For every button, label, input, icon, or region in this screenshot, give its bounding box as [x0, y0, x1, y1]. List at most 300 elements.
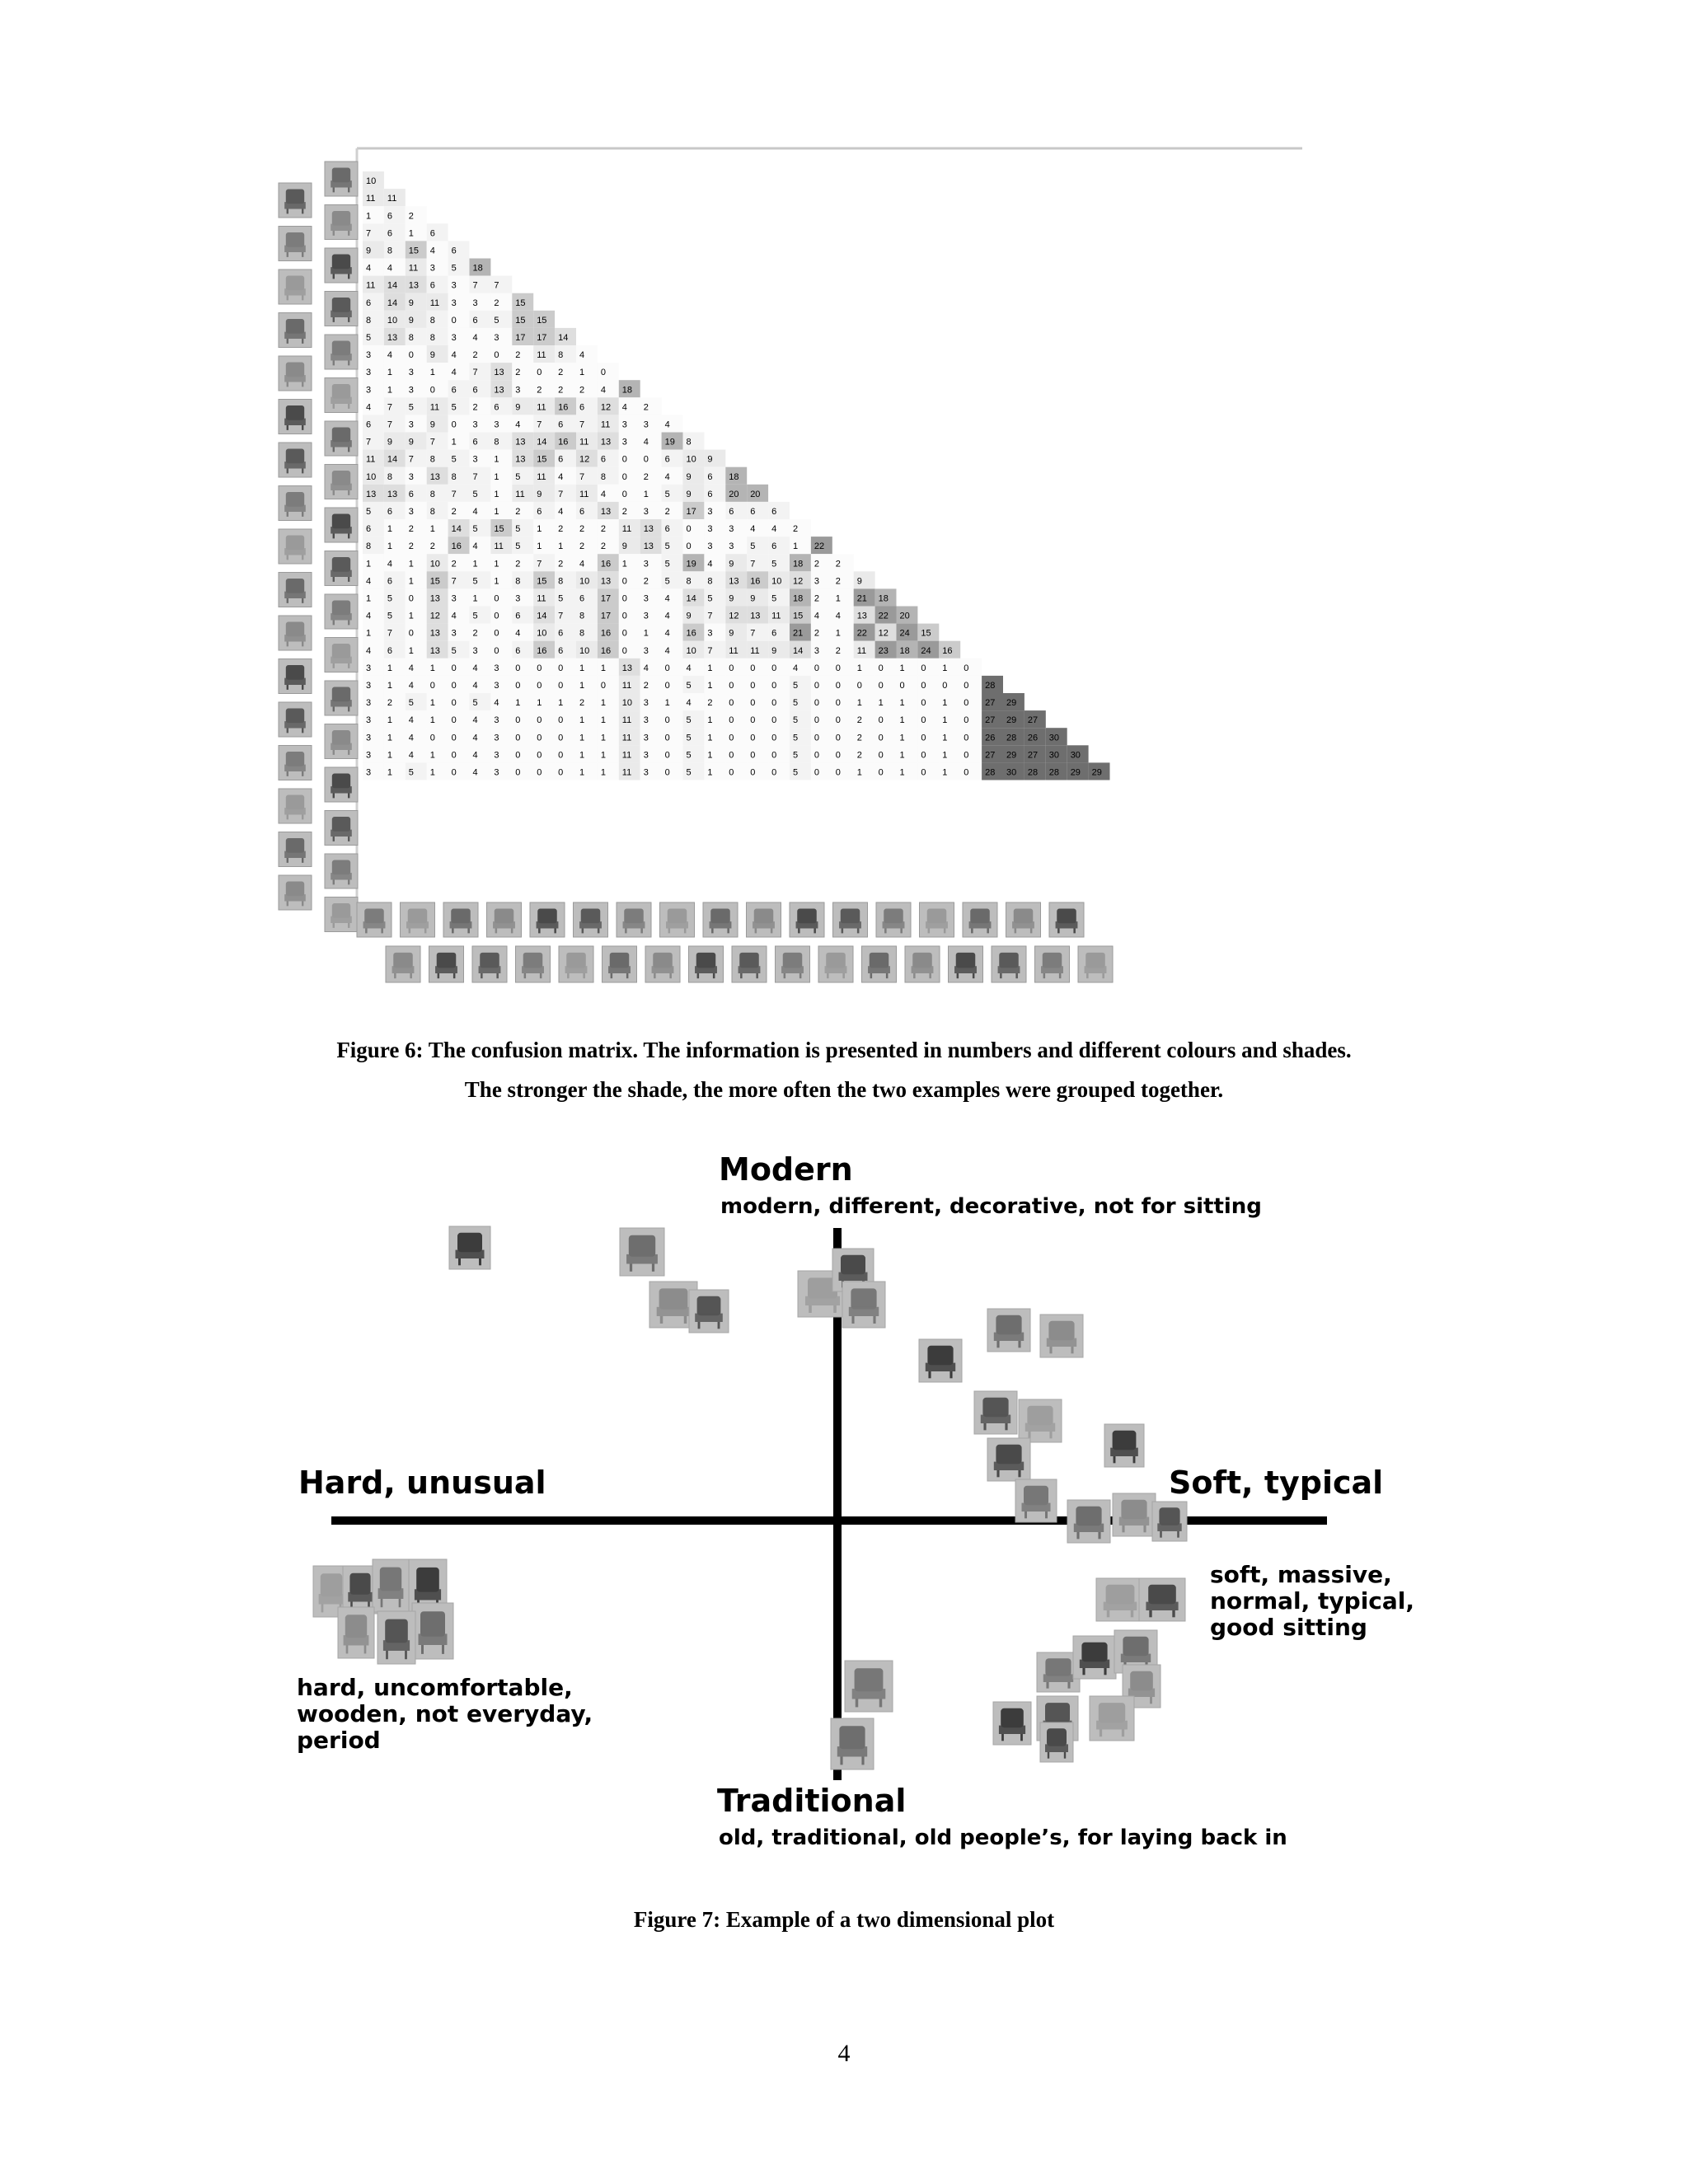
- matrix-cell-value: 5: [686, 715, 692, 726]
- matrix-cell-value: 8: [387, 471, 393, 482]
- matrix-cell-value: 13: [494, 385, 504, 396]
- matrix-cell-value: 0: [558, 767, 564, 778]
- matrix-cell-value: 9: [729, 593, 734, 604]
- matrix-cell-value: 0: [515, 750, 521, 761]
- matrix-cell-value: 0: [515, 733, 521, 743]
- matrix-cell-value: 1: [899, 715, 905, 726]
- chair-thumbnail: [732, 946, 767, 982]
- chair-thumbnail: [1096, 1578, 1144, 1621]
- chair-thumbnail: [279, 529, 312, 564]
- matrix-cell-value: 3: [494, 767, 499, 778]
- matrix-cell-value: 1: [429, 767, 435, 778]
- matrix-cell-value: 13: [729, 576, 739, 587]
- matrix-cell-value: 18: [793, 593, 804, 604]
- chair-thumbnail: [279, 269, 312, 304]
- matrix-cell-value: 0: [964, 698, 969, 709]
- matrix-cell-value: 2: [472, 628, 478, 639]
- matrix-cell-value: 0: [835, 733, 841, 743]
- matrix-cell-value: 6: [472, 437, 478, 448]
- matrix-cell-value: 13: [750, 611, 761, 621]
- matrix-cell-value: 30: [1048, 750, 1060, 761]
- matrix-cell-value: 4: [429, 246, 435, 256]
- matrix-cell-value: 13: [387, 333, 398, 343]
- matrix-cell-value: 16: [942, 645, 953, 656]
- matrix-cell-value: 6: [515, 611, 521, 621]
- matrix-cell-value: 0: [558, 681, 564, 691]
- matrix-cell-value: 0: [515, 767, 521, 778]
- matrix-cell-value: 6: [429, 228, 435, 239]
- matrix-cell-value: 18: [472, 263, 483, 274]
- matrix-cell-value: 4: [451, 350, 457, 361]
- matrix-cell-value: 7: [408, 454, 414, 465]
- matrix-cell-value: 12: [793, 576, 804, 587]
- matrix-cell-value: 0: [537, 368, 542, 378]
- matrix-cell-value: 4: [664, 628, 670, 639]
- matrix-cell-value: 0: [664, 750, 670, 761]
- matrix-cell-value: 0: [621, 576, 627, 587]
- chair-thumbnail: [1006, 902, 1041, 937]
- matrix-cell-value: 9: [621, 541, 627, 552]
- chair-thumbnail: [776, 946, 810, 982]
- modern-label: Modern: [719, 1151, 853, 1188]
- chair-thumbnail: [987, 1438, 1030, 1481]
- matrix-cell-value: 18: [878, 593, 889, 604]
- matrix-cell-value: 2: [579, 385, 585, 396]
- matrix-cell-value: 5: [664, 576, 670, 587]
- matrix-cell-value: 14: [387, 454, 398, 465]
- matrix-cell-value: 2: [856, 750, 862, 761]
- matrix-cell-value: 1: [494, 489, 499, 499]
- matrix-cell-value: 13: [366, 489, 377, 499]
- matrix-cell-value: 28: [1027, 767, 1039, 778]
- matrix-cell-value: 7: [429, 437, 435, 448]
- matrix-cell-value: 0: [515, 715, 521, 726]
- chair-thumbnail: [325, 724, 358, 759]
- matrix-cell-value: 1: [942, 663, 948, 673]
- matrix-cell-value: 1: [600, 698, 607, 709]
- matrix-cell-value: 0: [686, 541, 692, 552]
- matrix-cell-value: 7: [537, 559, 542, 569]
- matrix-cell-value: 28: [985, 681, 996, 691]
- matrix-cell-value: 30: [1048, 733, 1060, 743]
- chair-thumbnail: [1040, 1722, 1073, 1762]
- matrix-cell-value: 4: [600, 385, 607, 396]
- matrix-cell-value: 0: [537, 663, 542, 673]
- matrix-cell-value: 14: [537, 437, 547, 448]
- matrix-cell-value: 0: [537, 733, 542, 743]
- matrix-cell-value: 0: [451, 419, 457, 430]
- matrix-cell-value: 12: [600, 402, 612, 413]
- matrix-cell-value: 6: [387, 228, 393, 239]
- matrix-cell-value: 0: [750, 681, 756, 691]
- matrix-cell-value: 0: [729, 698, 734, 709]
- matrix-cell-value: 3: [451, 628, 457, 639]
- matrix-cell-value: 0: [771, 715, 777, 726]
- chair-thumbnail: [325, 378, 358, 413]
- matrix-cell-value: 6: [558, 628, 564, 639]
- matrix-cell-value: 11: [729, 645, 738, 656]
- matrix-cell-value: 2: [643, 471, 649, 482]
- matrix-cell-value: 0: [494, 350, 499, 361]
- matrix-cell-value: 13: [856, 611, 867, 621]
- matrix-cell-value: 9: [537, 489, 542, 499]
- matrix-cell-value: 6: [750, 507, 756, 517]
- chair-thumbnail: [325, 638, 358, 673]
- matrix-cell-value: 10: [686, 645, 696, 656]
- matrix-cell-value: 1: [494, 471, 499, 482]
- matrix-cell-value: 13: [494, 368, 504, 378]
- matrix-cell-value: 2: [814, 628, 820, 639]
- matrix-cell-value: 0: [537, 681, 542, 691]
- matrix-cell-value: 3: [643, 733, 649, 743]
- chair-thumbnail: [279, 573, 312, 607]
- matrix-cell-value: 2: [558, 368, 564, 378]
- matrix-cell-value: 4: [750, 524, 756, 535]
- matrix-cell-value: 3: [366, 368, 372, 378]
- matrix-cell-value: 5: [451, 645, 457, 656]
- matrix-cell-value: 1: [387, 733, 393, 743]
- matrix-cell-value: 0: [729, 733, 734, 743]
- matrix-cell-value: 0: [429, 681, 435, 691]
- matrix-cell-value: 5: [558, 593, 564, 604]
- matrix-cell-value: 0: [878, 663, 884, 673]
- matrix-cell-value: 9: [750, 593, 756, 604]
- matrix-cell-value: 2: [814, 559, 820, 569]
- matrix-cell-value: 0: [814, 733, 820, 743]
- matrix-cell-value: 1: [579, 368, 585, 378]
- matrix-cell-value: 19: [686, 559, 696, 569]
- matrix-cell-value: 0: [558, 715, 564, 726]
- matrix-cell-value: 1: [494, 576, 499, 587]
- matrix-cell-value: 1: [579, 750, 585, 761]
- matrix-cell-value: 0: [921, 663, 926, 673]
- matrix-cell-value: 11: [621, 715, 632, 726]
- chair-thumbnail: [574, 902, 608, 937]
- matrix-cell-value: 15: [408, 246, 420, 256]
- matrix-cell-value: 1: [537, 541, 542, 552]
- matrix-cell-value: 5: [387, 611, 393, 621]
- matrix-cell-value: 1: [707, 767, 713, 778]
- chair-thumbnail: [993, 1702, 1031, 1745]
- matrix-cell-value: 0: [750, 767, 756, 778]
- matrix-cell-value: 18: [793, 559, 804, 569]
- chair-thumbnail: [1139, 1578, 1185, 1621]
- matrix-cell-value: 3: [707, 507, 713, 517]
- matrix-cell-value: 1: [579, 767, 585, 778]
- matrix-cell-value: 13: [643, 524, 654, 535]
- matrix-cell-value: 13: [429, 628, 440, 639]
- matrix-cell-value: 0: [451, 315, 457, 326]
- matrix-cell-value: 11: [429, 298, 440, 308]
- matrix-cell-value: 11: [621, 767, 632, 778]
- matrix-cell-value: 17: [600, 611, 612, 621]
- matrix-cell-value: 4: [686, 663, 692, 673]
- chair-thumbnail: [818, 946, 853, 982]
- matrix-cell-value: 4: [621, 402, 627, 413]
- matrix-cell-value: 0: [451, 715, 457, 726]
- matrix-cell-value: 3: [494, 715, 499, 726]
- matrix-cell-value: 4: [408, 681, 414, 691]
- chair-thumbnail: [1073, 1636, 1116, 1679]
- matrix-cell-value: 2: [579, 541, 585, 552]
- matrix-cell-value: 0: [451, 767, 457, 778]
- matrix-cell-value: 3: [451, 333, 457, 343]
- matrix-cell-value: 8: [429, 507, 435, 517]
- matrix-cell-value: 16: [558, 402, 569, 413]
- chair-thumbnail: [1019, 1399, 1062, 1442]
- matrix-cell-value: 5: [515, 471, 521, 482]
- chair-thumbnail: [905, 946, 940, 982]
- matrix-cell-value: 7: [707, 645, 713, 656]
- matrix-cell-value: 5: [472, 611, 478, 621]
- chair-thumbnail: [325, 292, 358, 326]
- matrix-cell-value: 1: [387, 767, 393, 778]
- matrix-cell-value: 1: [408, 559, 414, 569]
- matrix-cell-value: 1: [366, 211, 372, 222]
- matrix-cell-value: 4: [366, 576, 372, 587]
- matrix-cell-value: 2: [472, 350, 478, 361]
- chair-thumbnail: [279, 356, 312, 391]
- matrix-cell-value: 15: [537, 454, 547, 465]
- matrix-cell-value: 5: [472, 524, 478, 535]
- matrix-cell-value: 9: [387, 437, 393, 448]
- matrix-cell-value: 4: [366, 645, 372, 656]
- matrix-cell-value: 6: [537, 507, 542, 517]
- matrix-cell-value: 30: [1006, 767, 1017, 778]
- matrix-cell-value: 2: [600, 524, 607, 535]
- matrix-cell-value: 0: [451, 663, 457, 673]
- chair-thumbnail: [338, 1607, 374, 1658]
- matrix-cell-value: 9: [429, 419, 435, 430]
- matrix-cell-value: 5: [793, 698, 799, 709]
- matrix-cell-value: 6: [579, 507, 585, 517]
- chair-thumbnail: [516, 946, 551, 982]
- matrix-cell-value: 4: [579, 559, 585, 569]
- hard-description-line3: period: [297, 1727, 381, 1754]
- matrix-cell-value: 6: [472, 315, 478, 326]
- matrix-cell-value: 13: [515, 437, 526, 448]
- matrix-cell-value: 29: [1006, 698, 1017, 709]
- matrix-cell-value: 3: [366, 698, 372, 709]
- matrix-cell-value: 9: [686, 471, 692, 482]
- matrix-cell-value: 0: [664, 663, 670, 673]
- matrix-cell-value: 0: [621, 471, 627, 482]
- matrix-cell-value: 22: [814, 541, 825, 552]
- matrix-cell-value: 4: [814, 611, 820, 621]
- chair-thumbnail: [279, 486, 312, 521]
- matrix-cell-value: 4: [515, 628, 521, 639]
- matrix-cell-value: 4: [472, 767, 478, 778]
- chair-thumbnail: [279, 875, 312, 910]
- matrix-cell-value: 1: [494, 559, 499, 569]
- chair-thumbnail: [325, 811, 358, 846]
- chair-thumbnail: [325, 508, 358, 542]
- matrix-cell-value: 3: [643, 593, 649, 604]
- matrix-cell-value: 0: [664, 681, 670, 691]
- matrix-cell-value: 5: [686, 733, 692, 743]
- matrix-cell-value: 0: [814, 681, 820, 691]
- matrix-cell-value: 6: [387, 211, 393, 222]
- matrix-cell-value: 0: [515, 681, 521, 691]
- chair-thumbnail: [1067, 1500, 1110, 1543]
- matrix-cell-value: 0: [621, 489, 627, 499]
- matrix-cell-value: 17: [537, 333, 547, 343]
- matrix-cell-value: 1: [429, 750, 435, 761]
- matrix-cell-value: 13: [408, 280, 420, 291]
- matrix-cell-value: 9: [686, 489, 692, 499]
- matrix-cell-value: 0: [621, 593, 627, 604]
- matrix-cell-value: 1: [878, 698, 884, 709]
- matrix-cell-value: 0: [621, 645, 627, 656]
- matrix-cell-value: 3: [643, 715, 649, 726]
- matrix-cell-value: 11: [387, 194, 397, 204]
- matrix-cell-value: 3: [366, 767, 372, 778]
- chair-thumbnail: [530, 902, 565, 937]
- matrix-cell-value: 1: [558, 541, 564, 552]
- matrix-cell-value: 3: [814, 645, 820, 656]
- matrix-cell-value: 2: [558, 385, 564, 396]
- matrix-cell-value: 3: [643, 559, 649, 569]
- matrix-cell-value: 1: [387, 681, 393, 691]
- figure6-caption-line1: Figure 6: The confusion matrix. The information is presented in numbers and different colours and shades.: [336, 1038, 1352, 1062]
- matrix-cell-value: 11: [366, 280, 376, 291]
- matrix-cell-value: 4: [515, 419, 521, 430]
- chair-thumbnail: [1113, 1493, 1156, 1536]
- matrix-cell-value: 3: [408, 507, 414, 517]
- matrix-cell-value: 5: [494, 315, 499, 326]
- matrix-cell-value: 0: [408, 593, 414, 604]
- matrix-cell-value: 11: [537, 593, 546, 604]
- matrix-cell-value: 5: [366, 507, 372, 517]
- matrix-cell-value: 11: [366, 454, 376, 465]
- matrix-cell-value: 2: [408, 524, 414, 535]
- matrix-cell-value: 5: [451, 402, 457, 413]
- matrix-cell-value: 6: [387, 645, 393, 656]
- chair-thumbnail: [747, 902, 781, 937]
- matrix-cell-value: 10: [621, 698, 633, 709]
- matrix-cell-value: 6: [429, 280, 435, 291]
- matrix-cell-value: 11: [366, 194, 376, 204]
- hard-description-line2: wooden, not everyday,: [297, 1700, 593, 1727]
- matrix-cell-value: 0: [921, 698, 926, 709]
- modern-description: modern, different, decorative, not for sitting: [720, 1194, 1262, 1219]
- matrix-cell-value: 3: [643, 419, 649, 430]
- matrix-cell-value: 1: [472, 559, 478, 569]
- matrix-cell-value: 2: [515, 507, 521, 517]
- matrix-cell-value: 23: [878, 645, 889, 656]
- matrix-cell-value: 6: [515, 645, 521, 656]
- matrix-cell-value: 9: [366, 246, 372, 256]
- matrix-cell-value: 13: [429, 645, 440, 656]
- matrix-cell-value: 7: [579, 471, 585, 482]
- matrix-cell-value: 16: [537, 645, 547, 656]
- chair-thumbnail: [603, 946, 637, 982]
- matrix-cell-value: 4: [472, 715, 478, 726]
- matrix-cell-value: 1: [942, 698, 948, 709]
- matrix-cell-value: 4: [387, 263, 393, 274]
- matrix-cell-value: 4: [664, 419, 670, 430]
- matrix-cell-value: 1: [579, 663, 585, 673]
- matrix-cell-value: 2: [408, 541, 414, 552]
- matrix-cell-value: 5: [771, 559, 777, 569]
- matrix-cell-value: 1: [856, 698, 862, 709]
- matrix-cell-value: 0: [771, 663, 777, 673]
- matrix-cell-value: 4: [366, 611, 372, 621]
- matrix-cell-value: 2: [451, 507, 457, 517]
- matrix-cell-value: 15: [921, 628, 931, 639]
- chair-thumbnail: [325, 898, 358, 932]
- chair-thumbnail: [559, 946, 593, 982]
- matrix-cell-value: 5: [686, 750, 692, 761]
- matrix-cell-value: 16: [600, 628, 612, 639]
- matrix-cell-value: 5: [366, 333, 372, 343]
- matrix-cell-value: 0: [664, 733, 670, 743]
- matrix-cell-value: 3: [366, 350, 372, 361]
- matrix-cell-value: 3: [494, 733, 499, 743]
- matrix-cell-value: 14: [387, 280, 398, 291]
- matrix-cell-value: 0: [686, 524, 692, 535]
- matrix-cell-value: 4: [472, 541, 478, 552]
- matrix-cell-value: 5: [664, 559, 670, 569]
- matrix-cell-value: 6: [472, 385, 478, 396]
- matrix-cell-value: 1: [579, 733, 585, 743]
- matrix-cell-value: 1: [451, 437, 457, 448]
- matrix-cell-value: 0: [729, 750, 734, 761]
- matrix-cell-value: 5: [472, 698, 478, 709]
- matrix-cell-value: 0: [814, 715, 820, 726]
- chair-thumbnail: [992, 946, 1026, 982]
- matrix-cell-value: 4: [472, 733, 478, 743]
- matrix-cell-value: 5: [793, 767, 799, 778]
- matrix-cell-value: 6: [408, 489, 414, 499]
- matrix-cell-value: 0: [835, 750, 841, 761]
- matrix-cell-value: 3: [707, 628, 713, 639]
- matrix-cell-value: 8: [429, 333, 435, 343]
- chair-thumbnail: [1049, 902, 1084, 937]
- matrix-cell-value: 7: [472, 368, 478, 378]
- matrix-cell-value: 7: [707, 611, 713, 621]
- matrix-cell-value: 7: [472, 471, 478, 482]
- chair-thumbnail: [689, 946, 724, 982]
- matrix-cell-value: 11: [515, 489, 525, 499]
- matrix-cell-value: 15: [515, 298, 526, 308]
- matrix-cell-value: 16: [686, 628, 696, 639]
- chair-thumbnail: [790, 902, 824, 937]
- matrix-cell-value: 1: [537, 524, 542, 535]
- matrix-cell-value: 2: [558, 524, 564, 535]
- matrix-cell-value: 16: [750, 576, 761, 587]
- matrix-cell-value: 28: [1006, 733, 1017, 743]
- matrix-cell-value: 8: [429, 454, 435, 465]
- matrix-cell-value: 6: [558, 645, 564, 656]
- matrix-cell-value: 0: [621, 611, 627, 621]
- matrix-cell-value: 4: [366, 402, 372, 413]
- matrix-cell-value: 15: [537, 576, 547, 587]
- confusion-matrix-figure: [0, 0, 1688, 1005]
- matrix-cell-value: 0: [899, 681, 905, 691]
- matrix-cell-value: 16: [600, 645, 612, 656]
- matrix-cell-value: 1: [429, 663, 435, 673]
- matrix-cell-value: 6: [366, 298, 372, 308]
- chair-thumbnail: [617, 902, 651, 937]
- matrix-cell-value: 8: [558, 350, 564, 361]
- matrix-cell-value: 4: [472, 750, 478, 761]
- matrix-cell-value: 11: [579, 489, 589, 499]
- matrix-cell-value: 14: [793, 645, 804, 656]
- matrix-cell-value: 0: [729, 681, 734, 691]
- chair-thumbnail: [357, 902, 392, 937]
- matrix-cell-value: 1: [942, 715, 948, 726]
